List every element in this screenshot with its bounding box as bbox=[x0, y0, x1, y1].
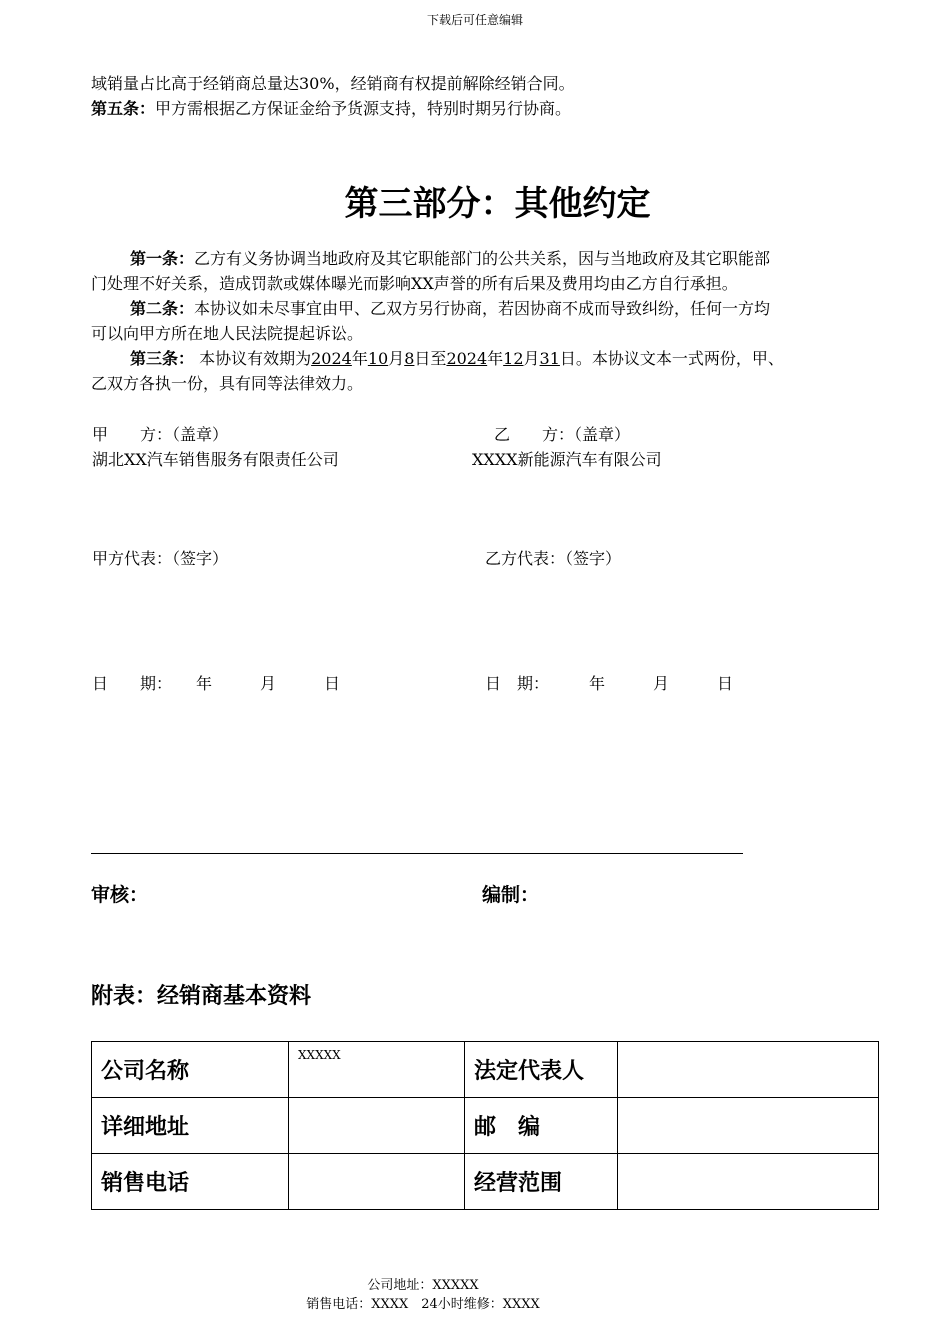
party-b-date: 日 期： 年 月 日 bbox=[485, 674, 734, 693]
party-a-date: 日 期： 年 月 日 bbox=[92, 674, 341, 693]
party-b-representative: 乙方代表：（签字） bbox=[485, 549, 622, 568]
reviewer-label: 审核： bbox=[91, 884, 149, 906]
other-article-3-line2: 乙双方各执一份，具有同等法律效力。 bbox=[91, 374, 364, 393]
party-a-seal-label: 甲 方：（盖章） bbox=[92, 425, 229, 444]
month-char-2: 月 bbox=[523, 349, 540, 368]
footer-address: 公司地址：XXXXX bbox=[367, 1278, 479, 1293]
other-article-1-text: 乙方有义务协调当地政府及其它职能部门的公共关系，因与当地政府及其它职能部 bbox=[194, 249, 771, 268]
table-row bbox=[92, 1098, 879, 1154]
table-label: 经营范围 bbox=[465, 1154, 618, 1210]
table-value bbox=[618, 1042, 879, 1098]
other-article-1 bbox=[130, 246, 770, 271]
appendix-title: 附表：经销商基本资料 bbox=[91, 984, 312, 1009]
preparer-label: 编制： bbox=[482, 884, 540, 906]
end-month: 12 bbox=[503, 349, 524, 368]
section-title: 第三部分：其他约定 bbox=[344, 184, 651, 224]
term-post: 日。本协议文本一式两份，甲、 bbox=[559, 349, 784, 368]
table-label: 法定代表人 bbox=[465, 1042, 618, 1098]
start-day: 8 bbox=[404, 349, 415, 368]
start-month: 10 bbox=[367, 349, 389, 368]
end-day: 31 bbox=[539, 349, 560, 368]
table-label: 销售电话 bbox=[92, 1154, 289, 1210]
table-value bbox=[618, 1098, 879, 1154]
other-article-2-line2: 可以向甲方所在地人民法院提起诉讼。 bbox=[91, 324, 364, 343]
article-5-label: 第五条： bbox=[91, 99, 156, 118]
other-article-2-text: 本协议如未尽事宜由甲、乙双方另行协商，若因协商不成而导致纠纷，任何一方均 bbox=[194, 299, 771, 318]
table-value bbox=[289, 1154, 465, 1210]
other-article-2-label: 第二条： bbox=[130, 299, 195, 318]
other-article-2 bbox=[130, 296, 770, 321]
other-article-3-label: 第三条： bbox=[130, 349, 195, 368]
month-char: 月 bbox=[388, 349, 405, 368]
article-5-text: 甲方需根据乙方保证金给予货源支持，特别时期另行协商。 bbox=[155, 99, 572, 118]
end-year: 2024 bbox=[446, 349, 488, 368]
clause-continuation: 域销量占比高于经销商总量达30%，经销商有权提前解除经销合同。 bbox=[91, 74, 575, 93]
other-article-1-line2: 门处理不好关系，造成罚款或媒体曝光而影响XX声誉的所有后果及费用均由乙方自行承担。 bbox=[91, 274, 738, 293]
table-value bbox=[618, 1154, 879, 1210]
table-value: XXXXX bbox=[289, 1042, 465, 1098]
footer-phones: 销售电话：XXXX 24小时维修：XXXX bbox=[306, 1297, 540, 1312]
year-char: 年 bbox=[351, 349, 368, 368]
table-label: 公司名称 bbox=[92, 1042, 289, 1098]
day-to-char: 日至 bbox=[414, 349, 447, 368]
term-pre: 本协议有效期为 bbox=[199, 349, 312, 368]
dealer-info-table bbox=[91, 1041, 879, 1210]
party-b-seal-label: 乙 方：（盖章） bbox=[494, 425, 631, 444]
start-year: 2024 bbox=[311, 349, 352, 368]
table-label: 详细地址 bbox=[92, 1098, 289, 1154]
other-article-3 bbox=[130, 346, 784, 371]
year-char-2: 年 bbox=[487, 349, 504, 368]
party-a-representative: 甲方代表：（签字） bbox=[92, 549, 229, 568]
article-5 bbox=[91, 96, 571, 121]
table-row bbox=[92, 1042, 879, 1098]
divider-line bbox=[91, 853, 743, 854]
table-row bbox=[92, 1154, 879, 1210]
party-a-name: 湖北XX汽车销售服务有限责任公司 bbox=[92, 450, 339, 469]
table-value bbox=[289, 1098, 465, 1154]
table-label: 邮 编 bbox=[465, 1098, 618, 1154]
party-b-name: XXXX新能源汽车有限公司 bbox=[472, 450, 662, 469]
page-header-note: 下载后可任意编辑 bbox=[426, 13, 523, 27]
other-article-1-label: 第一条： bbox=[130, 249, 195, 268]
